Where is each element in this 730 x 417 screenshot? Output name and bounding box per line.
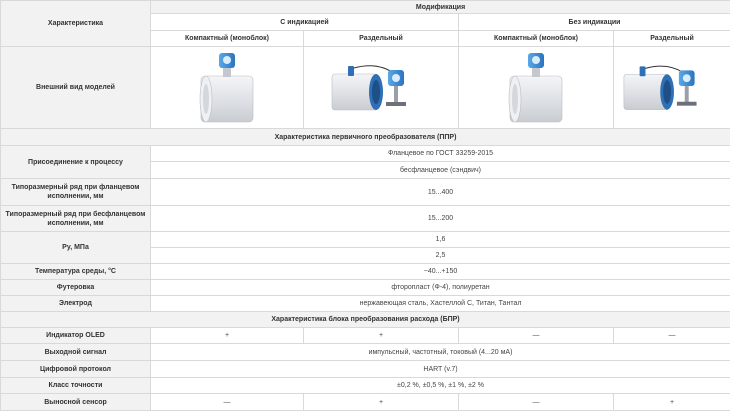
protocol-label: Цифровой протокол (1, 361, 151, 378)
pressure-row-1 (1, 232, 730, 248)
compact-flowmeter-icon (192, 50, 262, 126)
accuracy-row (1, 378, 730, 394)
header-separate-1: Раздельный (304, 31, 459, 47)
process-connection-label: Присоединение к процессу (1, 146, 151, 179)
separate-flowmeter-icon (618, 62, 726, 114)
section-ppr-row (1, 129, 730, 146)
remote-sensor-value-1: — (151, 394, 304, 411)
separate-flowmeter-icon (326, 62, 436, 114)
oled-value-3: — (459, 328, 614, 344)
electrode-row (1, 296, 730, 312)
lining-label: Футеровка (1, 280, 151, 296)
separate-flowmeter-image-2 (614, 47, 730, 129)
process-connection-flange: Фланцевое по ГОСТ 33259-2015 (151, 146, 730, 162)
section-ppr-title: Характеристика первичного преобразователя (ППР) (1, 129, 730, 146)
separate-flowmeter-image (304, 47, 459, 129)
temperature-label: Температура среды, °С (1, 264, 151, 280)
dn-flange-label: Типоразмерный ряд при фланцевом исполнении, мм (1, 179, 151, 206)
appearance-row (1, 47, 730, 129)
output-value: импульсный, частотный, токовый (4...20 мА) (151, 344, 730, 361)
protocol-value: HART (v.7) (151, 361, 730, 378)
dn-flange-value: 15...400 (151, 179, 730, 206)
process-connection-wafer: бесфланцевое (сэндвич) (151, 162, 730, 179)
section-bpr-row (1, 312, 730, 328)
dn-wafer-row (1, 206, 730, 232)
remote-sensor-value-2: + (304, 394, 459, 411)
header-compact-1: Компактный (моноблок) (151, 31, 304, 47)
oled-value-1: + (151, 328, 304, 344)
lining-row (1, 280, 730, 296)
dn-wafer-label: Типоразмерный ряд при бесфланцевом исполнении, мм (1, 206, 151, 232)
header-separate-2: Раздельный (614, 31, 730, 47)
output-row (1, 344, 730, 361)
oled-row (1, 328, 730, 344)
dn-flange-row (1, 179, 730, 206)
header-characteristic: Характеристика (1, 1, 151, 47)
header-row-1 (1, 1, 730, 14)
protocol-row (1, 361, 730, 378)
header-modification: Модификация (151, 1, 730, 14)
process-connection-row-1 (1, 146, 730, 162)
electrode-label: Электрод (1, 296, 151, 312)
oled-value-2: + (304, 328, 459, 344)
remote-sensor-row (1, 394, 730, 411)
temperature-value: −40...+150 (151, 264, 730, 280)
accuracy-value: ±0,2 %, ±0,5 %, ±1 %, ±2 % (151, 378, 730, 394)
pressure-label: Ру, МПа (1, 232, 151, 264)
oled-label: Индикатор OLED (1, 328, 151, 344)
appearance-label: Внешний вид моделей (1, 47, 151, 129)
dn-wafer-value: 15...200 (151, 206, 730, 232)
header-compact-2: Компактный (моноблок) (459, 31, 614, 47)
output-label: Выходной сигнал (1, 344, 151, 361)
remote-sensor-value-4: + (614, 394, 730, 411)
compact-flowmeter-image-2 (459, 47, 614, 129)
oled-value-4: — (614, 328, 730, 344)
compact-flowmeter-image (151, 47, 304, 129)
pressure-value-1: 1,6 (151, 232, 730, 248)
remote-sensor-value-3: — (459, 394, 614, 411)
pressure-value-2: 2,5 (151, 248, 730, 264)
header-with-indication: С индикацией (151, 14, 459, 31)
section-bpr-title: Характеристика блока преобразования расхода (БПР) (1, 312, 730, 328)
lining-value: фторопласт (Ф-4), полиуретан (151, 280, 730, 296)
remote-sensor-label: Выносной сенсор (1, 394, 151, 411)
compact-flowmeter-icon (501, 50, 571, 126)
electrode-value: нержавеющая сталь, Хастеллой С, Титан, Тантал (151, 296, 730, 312)
header-without-indication: Без индикации (459, 14, 730, 31)
accuracy-label: Класс точности (1, 378, 151, 394)
temperature-row (1, 264, 730, 280)
